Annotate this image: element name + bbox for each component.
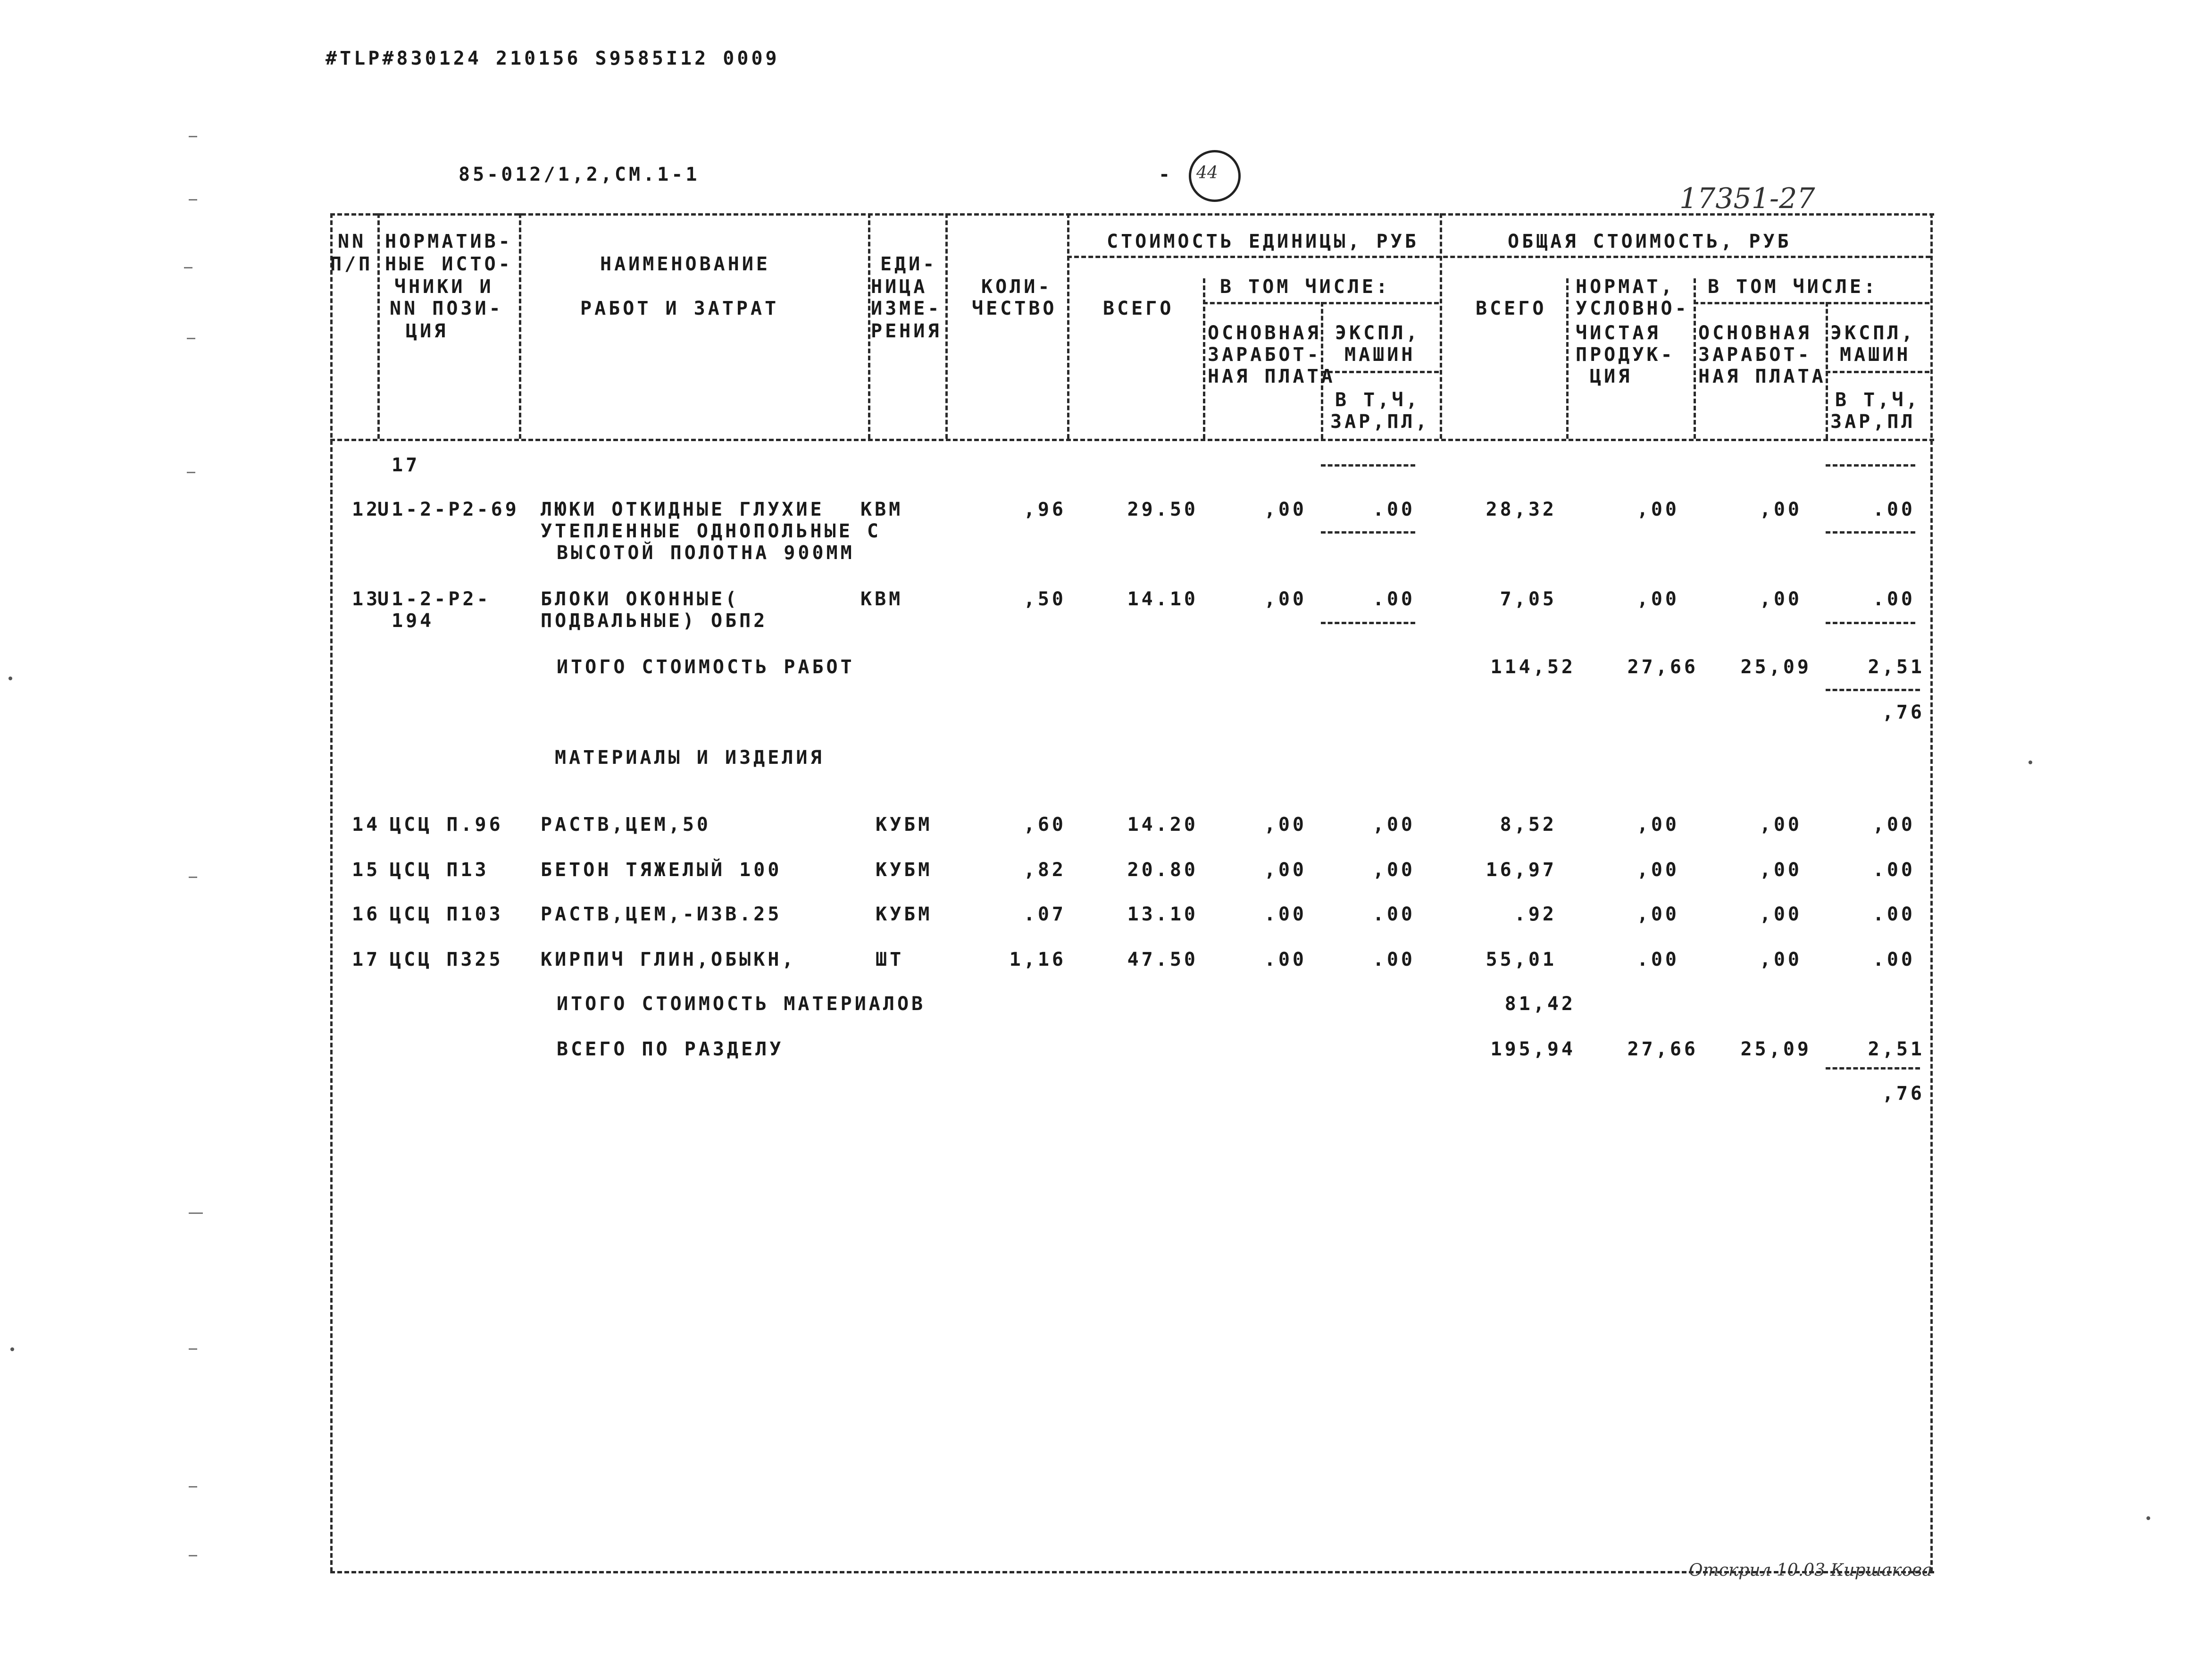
row-number: 12	[352, 499, 381, 520]
material-machines: ,00	[1372, 859, 1415, 881]
material-total: .92	[1514, 903, 1557, 925]
header-all: ВСЕГО	[1103, 298, 1174, 319]
row-unit: КВМ	[860, 499, 903, 520]
material-unit: ШТ	[876, 949, 904, 970]
subtotal-materials-label: ИТОГО СТОИМОСТЬ МАТЕРИАЛОВ	[557, 993, 926, 1015]
margin-mark	[187, 472, 195, 473]
margin-mark	[184, 267, 192, 268]
header-normative: НЫЕ ИСТО-	[385, 253, 513, 275]
header-normative: NN ПОЗИ-	[390, 298, 503, 319]
material-total: 16,97	[1486, 859, 1557, 881]
header-normative: НОРМАТИВ-	[385, 231, 513, 252]
header-subline	[1321, 371, 1439, 373]
header-unit: РЕНИЯ	[871, 320, 942, 342]
header-separator	[519, 213, 521, 439]
material-salary: ,00	[1264, 859, 1307, 881]
section-total-salary: 25,09	[1740, 1038, 1811, 1060]
row-unit: КВМ	[860, 588, 903, 610]
dash-mark	[1826, 531, 1915, 534]
material-qty: ,82	[1023, 859, 1066, 881]
row-code: U1-2-P2-69	[377, 499, 519, 520]
material-norm: .00	[1636, 949, 1679, 970]
row-name-line: БЛОКИ ОКОННЫЕ(	[541, 588, 740, 610]
material-machines: .00	[1372, 949, 1415, 970]
header-normative: ЦИЯ	[406, 320, 449, 342]
header-incl: В ТОМ ЧИСЛЕ:	[1220, 276, 1390, 298]
subtotal-machines-sub: ,76	[1882, 702, 1925, 723]
material-price: 20.80	[1127, 859, 1198, 881]
row-name-line: ЛЮКИ ОТКИДНЫЕ ГЛУХИЕ	[541, 499, 825, 520]
header-main-salary: НАЯ ПЛАТА	[1208, 366, 1336, 387]
row-salary: ,00	[1264, 588, 1307, 610]
section-total-norm: 27,66	[1627, 1038, 1698, 1060]
header-name: РАБОТ И ЗАТРАТ	[580, 298, 779, 319]
dash-mark	[1321, 622, 1415, 624]
subtotal-salary: 25,09	[1740, 656, 1811, 678]
header-name: НАИМЕНОВАНИЕ	[600, 253, 770, 275]
dash-mark	[1826, 464, 1915, 467]
row-salary: ,00	[1264, 499, 1307, 520]
header-incl-salary: В Т,Ч,	[1335, 389, 1420, 411]
material-salary-2: ,00	[1759, 814, 1802, 836]
row-name-line: ПОДВАЛЬНЫЕ) ОБП2	[541, 610, 768, 632]
header-main-salary-2: ОСНОВНАЯ	[1698, 322, 1812, 344]
table-left-border	[330, 213, 333, 1572]
margin-mark	[189, 1348, 197, 1350]
header-separator	[1440, 213, 1442, 439]
dash-mark	[1321, 464, 1415, 467]
document-code: #TLP#830124 210156 S9585I12 0009	[326, 48, 780, 69]
row-code: U1-2-P2-	[377, 588, 491, 610]
header-total-cost: ОБЩАЯ СТОИМОСТЬ, РУБ	[1508, 231, 1792, 252]
material-salary-2: ,00	[1759, 859, 1802, 881]
row-machines: .00	[1372, 588, 1415, 610]
header-norm: ПРОДУК-	[1576, 344, 1675, 366]
row-salary-2: ,00	[1759, 588, 1802, 610]
header-unit: ЕДИ-	[880, 253, 937, 275]
material-salary-2: ,00	[1759, 903, 1802, 925]
header-all-total: ВСЕГО	[1476, 298, 1547, 319]
header-bottom-border	[330, 439, 1934, 441]
header-pp: П/П	[330, 253, 373, 275]
section-total-machines-sub: ,76	[1882, 1083, 1925, 1104]
material-price: 47.50	[1127, 949, 1198, 970]
scan-dot	[8, 677, 12, 680]
header-subline	[1067, 256, 1930, 258]
header-main-salary: ЗАРАБОТ-	[1208, 344, 1321, 366]
scan-dot	[2028, 761, 2032, 764]
table-top-border	[330, 213, 1934, 216]
material-number: 16	[352, 903, 381, 925]
header-machines-2: МАШИН	[1840, 344, 1911, 366]
material-salary: .00	[1264, 903, 1307, 925]
row-code-2: 194	[392, 610, 434, 632]
row-qty: ,50	[1023, 588, 1066, 610]
header-main-salary: ОСНОВНАЯ	[1208, 322, 1321, 344]
header-incl-salary-2: ЗАР,ПЛ	[1830, 411, 1916, 433]
material-salary: .00	[1264, 949, 1307, 970]
header-incl-salary-2: В Т,Ч,	[1835, 389, 1920, 411]
header-qty: ЧЕСТВО	[972, 298, 1057, 319]
material-machines: .00	[1372, 903, 1415, 925]
material-price: 13.10	[1127, 903, 1198, 925]
material-total: 55,01	[1486, 949, 1557, 970]
header-norm: ЦИЯ	[1590, 366, 1633, 387]
header-separator	[377, 213, 380, 439]
header-separator	[945, 213, 948, 439]
subtotal-materials-total: 81,42	[1504, 993, 1576, 1015]
header-unit: НИЦА	[871, 276, 928, 298]
header-subline	[1203, 302, 1439, 304]
header-incl-2: В ТОМ ЧИСЛЕ:	[1708, 276, 1878, 298]
header-machines: МАШИН	[1344, 344, 1416, 366]
dash-mark	[1826, 689, 1920, 691]
subtotal-norm: 27,66	[1627, 656, 1698, 678]
materials-title: МАТЕРИАЛЫ И ИЗДЕЛИЯ	[555, 747, 825, 769]
header-subline	[1826, 371, 1929, 373]
material-unit: КУБМ	[876, 814, 933, 836]
header-unit: ИЗМЕ-	[871, 298, 942, 319]
header-separator	[1566, 278, 1569, 439]
row-total: 28,32	[1486, 499, 1557, 520]
scan-dot	[10, 1347, 14, 1351]
material-qty: ,60	[1023, 814, 1066, 836]
section-total-label: ВСЕГО ПО РАЗДЕЛУ	[557, 1038, 784, 1060]
material-code: ЦСЦ П103	[390, 903, 503, 925]
page-dash: -	[1159, 164, 1173, 185]
page-number: 44	[1196, 163, 1218, 183]
margin-mark	[189, 877, 197, 878]
material-norm: ,00	[1636, 814, 1679, 836]
row-number: 13	[352, 588, 381, 610]
section-marker: 17	[392, 454, 420, 476]
section-total: 195,94	[1490, 1038, 1576, 1060]
material-code: ЦСЦ П13	[390, 859, 489, 881]
material-number: 14	[352, 814, 381, 836]
material-qty: .07	[1023, 903, 1066, 925]
row-norm: ,00	[1636, 499, 1679, 520]
margin-mark	[189, 1555, 197, 1556]
header-subline	[1694, 302, 1929, 304]
material-machines-2: ,00	[1872, 814, 1915, 836]
header-separator	[868, 213, 870, 439]
header-unit-cost: СТОИМОСТЬ ЕДИНИЦЫ, РУБ	[1107, 231, 1419, 252]
material-price: 14.20	[1127, 814, 1198, 836]
dash-mark	[1321, 531, 1415, 534]
material-salary: ,00	[1264, 814, 1307, 836]
margin-mark	[189, 199, 197, 201]
header-norm: ЧИСТАЯ	[1576, 322, 1661, 344]
header-machines: ЭКСПЛ,	[1335, 322, 1420, 344]
margin-mark	[187, 338, 195, 339]
row-price: 29.50	[1127, 499, 1198, 520]
material-total: 8,52	[1500, 814, 1557, 836]
header-main-salary-2: НАЯ ПЛАТА	[1698, 366, 1826, 387]
scan-dot	[2146, 1516, 2150, 1520]
header-separator	[1826, 302, 1828, 439]
document-reference: 85-012/1,2,CM.1-1	[459, 164, 700, 185]
material-norm: ,00	[1636, 903, 1679, 925]
material-machines: ,00	[1372, 814, 1415, 836]
row-machines: .00	[1372, 499, 1415, 520]
handwritten-number: 17351-27	[1679, 182, 1815, 215]
row-total: 7,05	[1500, 588, 1557, 610]
material-name: РАСТВ,ЦЕМ,50	[541, 814, 711, 836]
table-right-border	[1930, 213, 1933, 1572]
margin-mark	[189, 1486, 197, 1488]
material-unit: КУБМ	[876, 903, 933, 925]
subtotal-label: ИТОГО СТОИМОСТЬ РАБОТ	[557, 656, 855, 678]
header-incl-salary: ЗАР,ПЛ,	[1330, 411, 1430, 433]
margin-mark	[189, 1212, 203, 1214]
header-qty: КОЛИ-	[981, 276, 1052, 298]
material-unit: КУБМ	[876, 859, 933, 881]
dash-mark	[1826, 622, 1915, 624]
material-machines-2: .00	[1872, 859, 1915, 881]
material-name: РАСТВ,ЦЕМ,-ИЗВ.25	[541, 903, 782, 925]
header-separator	[1067, 213, 1069, 439]
material-machines-2: .00	[1872, 949, 1915, 970]
row-qty: ,96	[1023, 499, 1066, 520]
header-nn: NN	[338, 231, 367, 252]
row-price: 14.10	[1127, 588, 1198, 610]
material-name: БЕТОН ТЯЖЕЛЫЙ 100	[541, 859, 782, 881]
dash-mark	[1826, 1067, 1920, 1070]
material-machines-2: .00	[1872, 903, 1915, 925]
material-number: 15	[352, 859, 381, 881]
row-machines-2: .00	[1872, 588, 1915, 610]
header-norm: НОРМАТ,	[1576, 276, 1675, 298]
row-name-line: УТЕПЛЕННЫЕ ОДНОПОЛЬНЫЕ С	[541, 520, 881, 542]
header-main-salary-2: ЗАРАБОТ-	[1698, 344, 1812, 366]
material-qty: 1,16	[1009, 949, 1066, 970]
section-total-machines: 2,51	[1868, 1038, 1925, 1060]
material-name: КИРПИЧ ГЛИН,ОБЫКН,	[541, 949, 796, 970]
row-machines-2: .00	[1872, 499, 1915, 520]
header-machines-2: ЭКСПЛ,	[1830, 322, 1916, 344]
header-normative: ЧНИКИ И	[394, 276, 494, 298]
row-salary-2: ,00	[1759, 499, 1802, 520]
row-norm: ,00	[1636, 588, 1679, 610]
signature: Отскрил 10.03 Киршакова	[1689, 1561, 1932, 1580]
header-norm: УСЛОВНО-	[1576, 298, 1689, 319]
subtotal-machines: 2,51	[1868, 656, 1925, 678]
row-name-line: ВЫСОТОЙ ПОЛОТНА 900ММ	[557, 542, 855, 564]
material-number: 17	[352, 949, 381, 970]
subtotal-total: 114,52	[1490, 656, 1576, 678]
material-code: ЦСЦ П.96	[390, 814, 503, 836]
material-code: ЦСЦ П325	[390, 949, 503, 970]
margin-mark	[189, 136, 197, 137]
material-salary-2: ,00	[1759, 949, 1802, 970]
material-norm: ,00	[1636, 859, 1679, 881]
